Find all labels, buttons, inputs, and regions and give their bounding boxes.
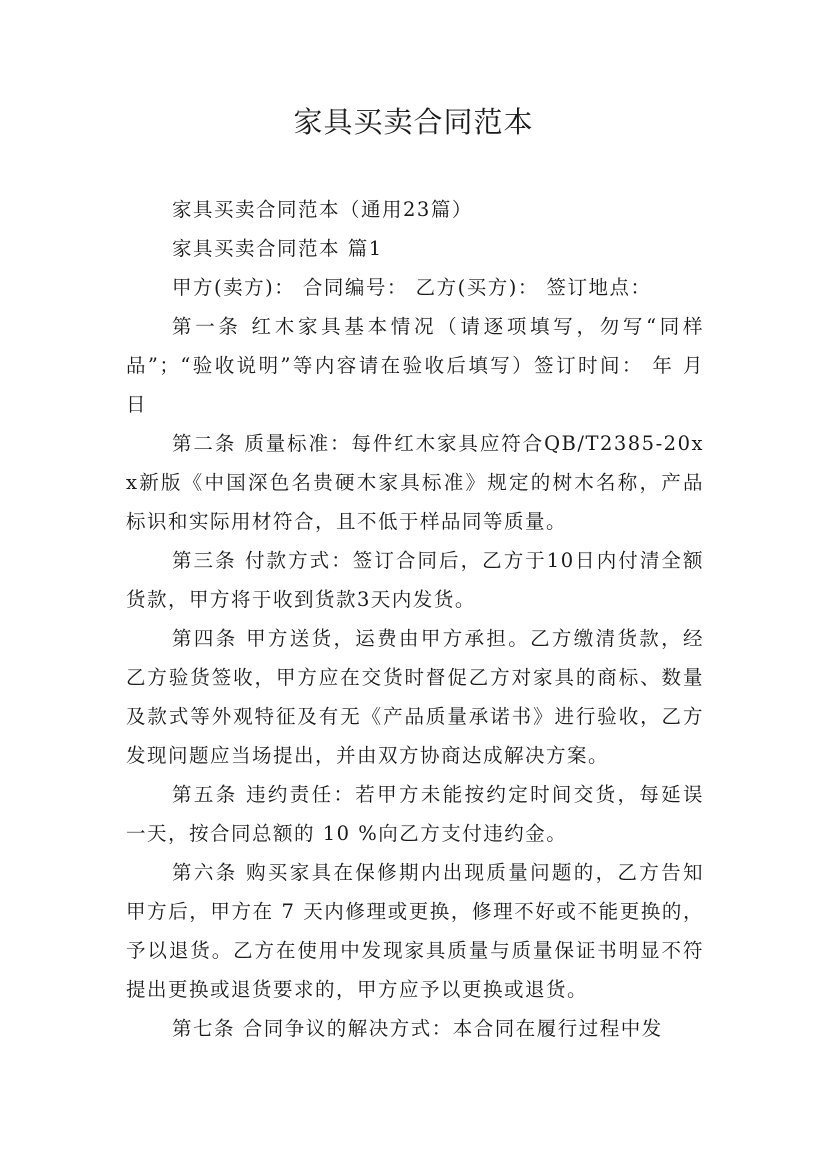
paragraph-clause-6: 第六条 购买家具在保修期内出现质量问题的，乙方告知甲方后，甲方在 7 天内修理或更换，修理不好或不能更换的，予以退货。乙方在使用中发现家具质量与质量保证书明显不符提出更换或退货要求的，甲方应予以更换或退货。 [126, 861, 704, 1001]
paragraph-collection-title: 家具买卖合同范本（通用23篇） [172, 198, 473, 221]
paragraph-clause-2: 第二条 质量标准：每件红木家具应符合QB/T2385-20xx新版《中国深色名贵硬木家具标准》规定的树木名称，产品标识和实际用材符合，且不低于样品同等质量。 [126, 432, 704, 533]
paragraph-clause-3: 第三条 付款方式：签订合同后，乙方于10日内付清全额货款，甲方将于收到货款3天内发货。 [126, 549, 704, 611]
paragraph-clause-1: 第一条 红木家具基本情况（请逐项填写，勿写“同样品”；“验收说明”等内容请在验收后填写）签订时间： 年 月 日 [126, 315, 704, 416]
paragraph-section-heading: 家具买卖合同范本 篇1 [172, 237, 383, 260]
paragraph-clause-4: 第四条 甲方送货，运费由甲方承担。乙方缴清货款，经乙方验货签收，甲方应在交货时督促乙方对家具的商标、数量及款式等外观特征及有无《产品质量承诺书》进行验收，乙方发现问题应当场提出，并由双方协商达成解决方案。 [126, 627, 704, 767]
paragraph-parties: 甲方(卖方)： 合同编号： 乙方(买方)： 签订地点： [172, 276, 652, 299]
paragraph-clause-5: 第五条 违约责任：若甲方未能按约定时间交货，每延误一天，按合同总额的 10 %向乙方支付违约金。 [126, 783, 704, 845]
document-title: 家具买卖合同范本 [293, 105, 534, 139]
document-body [126, 190, 704, 1048]
paragraph-clause-7: 第七条 合同争议的解决方式：本合同在履行过程中发 [172, 1017, 663, 1040]
